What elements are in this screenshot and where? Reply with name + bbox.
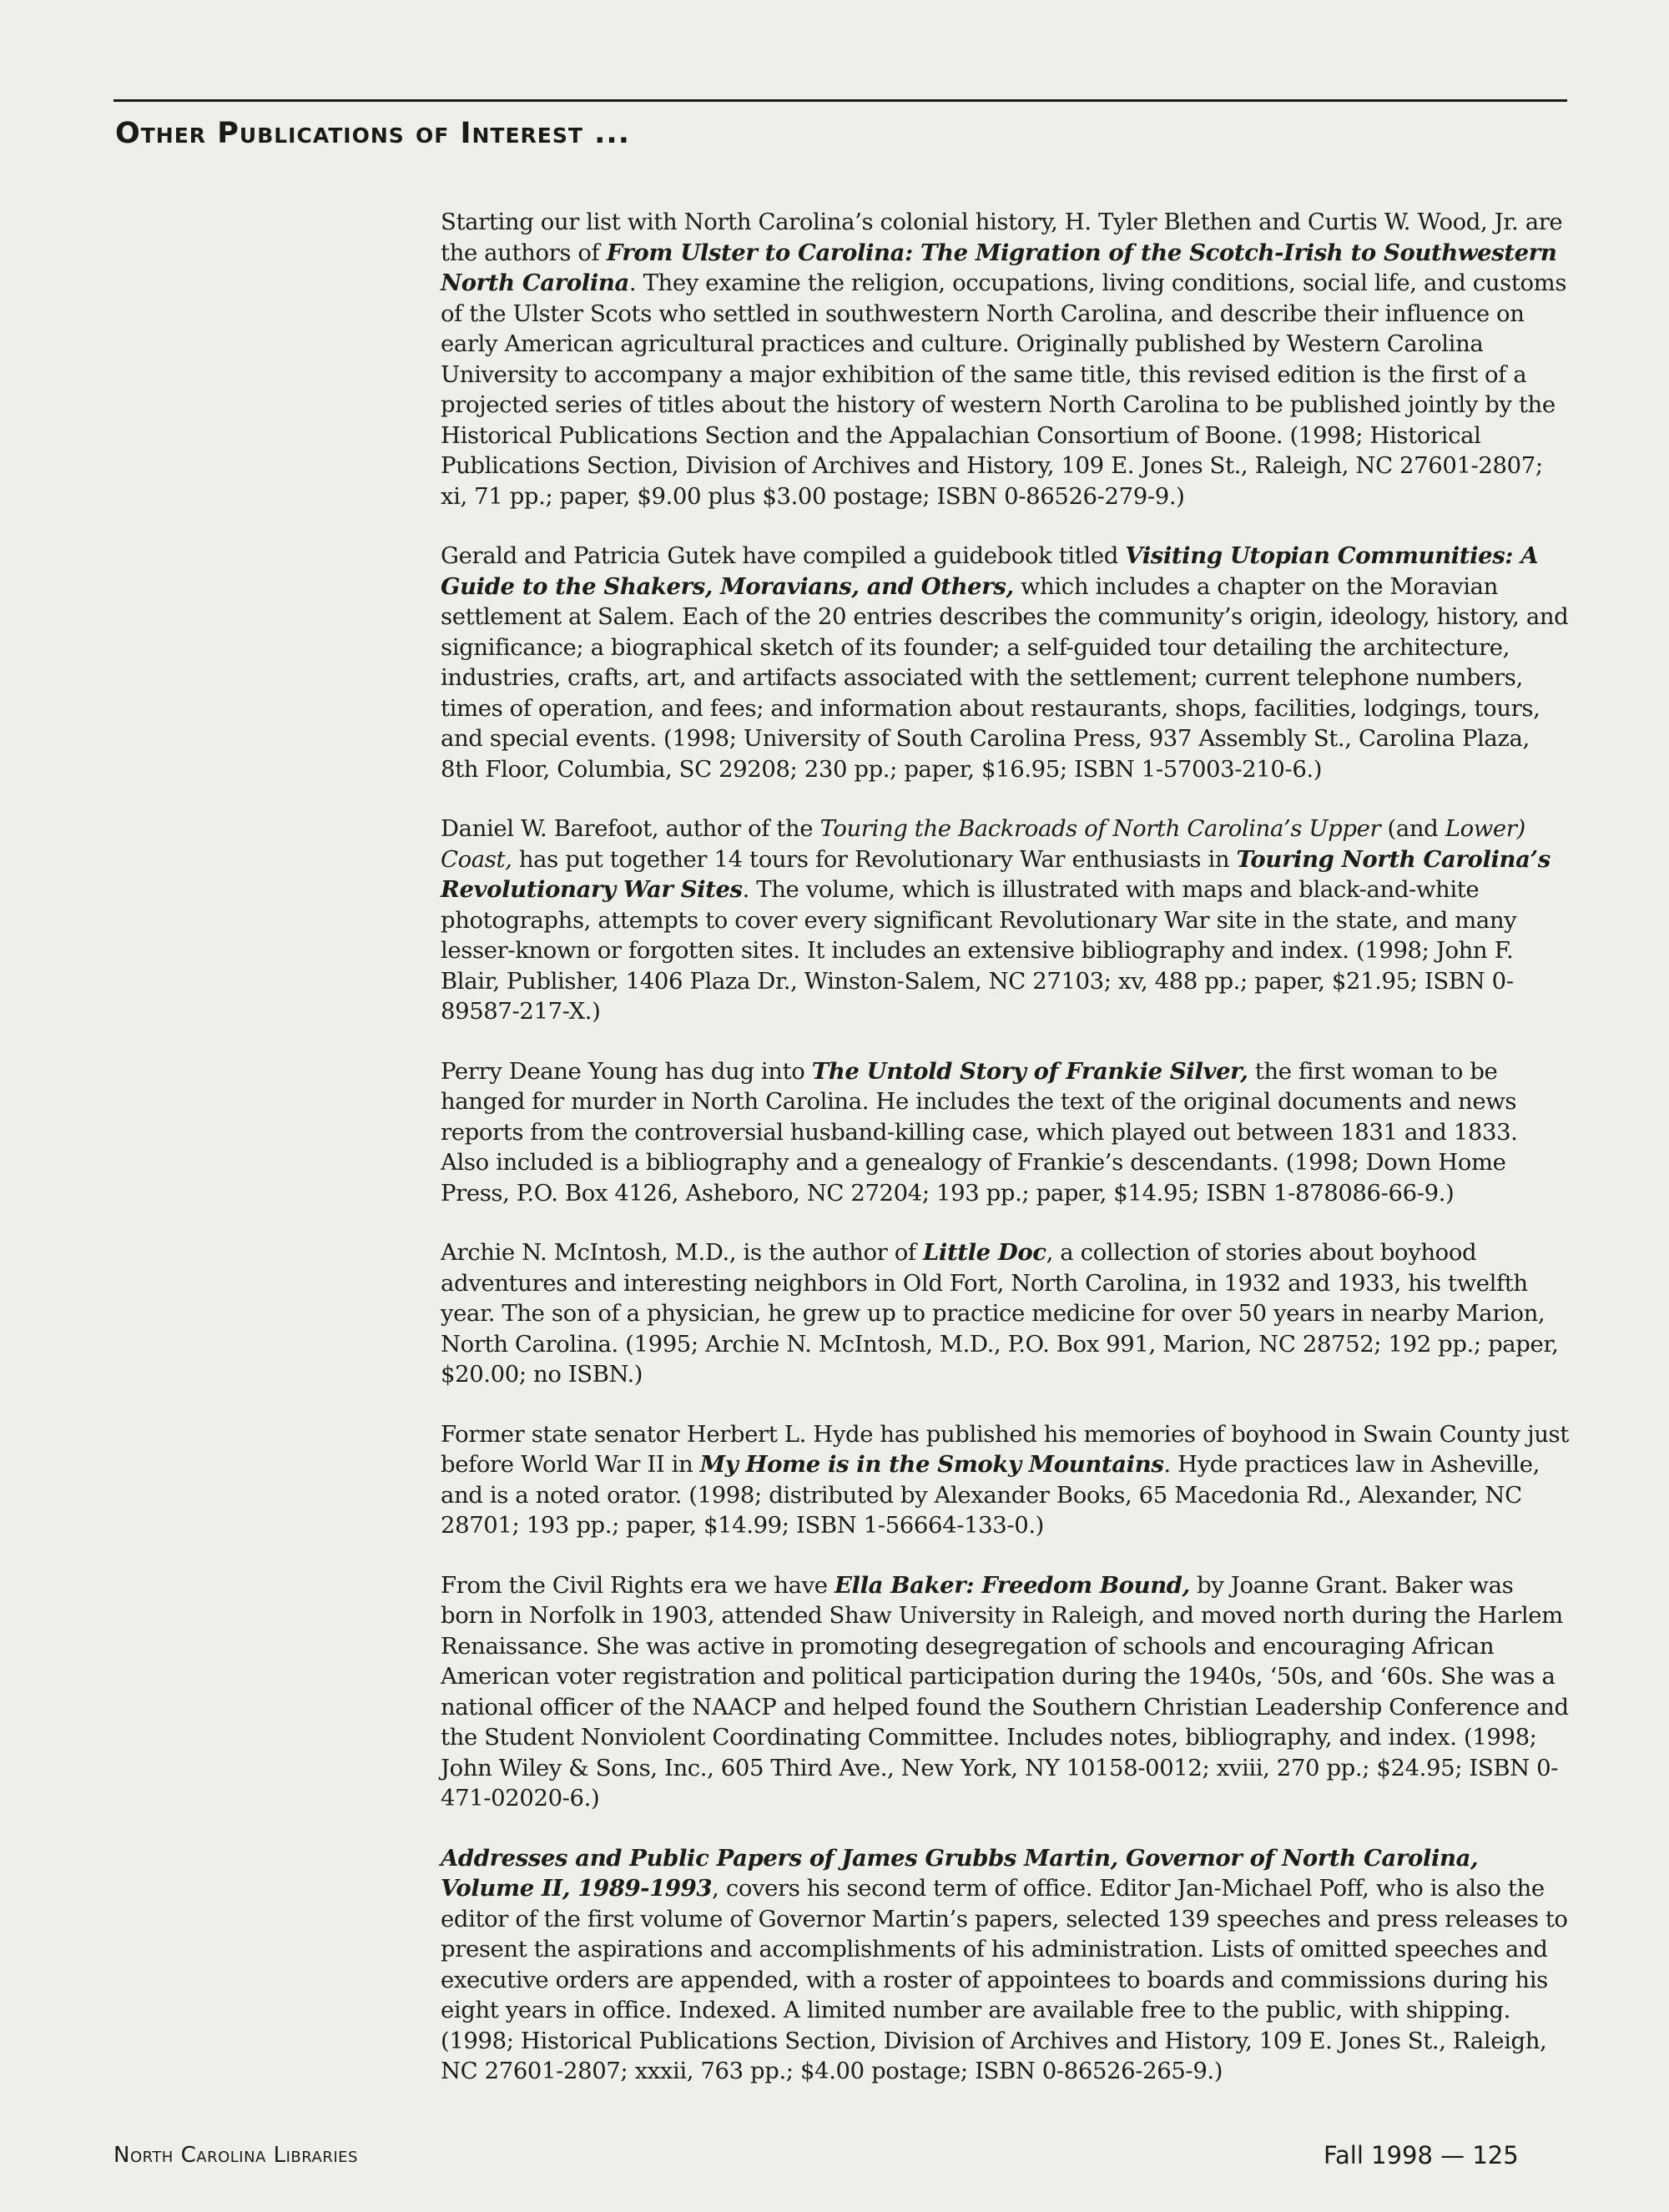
entry-frankie-silver: Perry Deane Young has dug into The Untold Story of Frankie Silver, the first woman to be hanged for murder in North Carolina. He includes the text of the original documents and news reports from the controversial husband-killing case, which played out between 1831 and 1833. Also included is a bibliography and a genealogy of Frankie’s descendants. (1998; Down Home Press, P.O. Box 4126, Asheboro, NC 27204; 193 pp.; paper, $14.95; ISBN 1-878086-66-9.) xyxy=(441,1057,1518,1207)
entry-smoky-mountains: Former state senator Herbert L. Hyde has published his memories of boyhood in Swain County just before World War II in My Home is in the Smoky Mountains. Hyde practices law in Asheville, and is a noted orator. (1998; distributed by Alexander Books, 65 Macedonia Rd., Alexander, NC 28701; 193 pp.; paper, $14.99; ISBN 1-56664-133-0.) xyxy=(441,1420,1569,1539)
entry-visiting-utopian-communities: Gerald and Patricia Gutek have compiled a guidebook titled Visiting Utopian Communities: A Guide to the Shakers, Moravians, and Others, which includes a chapter on the Moravian settlement at Salem. Each of the 20 entries describes the community’s origin, ideology, history, and significance; a biographical sketch of its founder; a self-guided tour detailing the architecture, industries, crafts, art, and artifacts associated with the settlement; current telephone numbers, times of operation, and fees; and information about restaurants, shops, facilities, lodgings, tours, and special events. (1998; University of South Carolina Press, 937 Assembly St., Carolina Plaza, 8th Floor, Columbia, SC 29208; 230 pp.; paper, $16.95; ISBN 1-57003-210-6.) xyxy=(441,542,1569,783)
book-title: The Untold Story of Frankie Silver, xyxy=(811,1057,1248,1085)
heading-rule xyxy=(113,99,1567,102)
entry-little-doc: Archie N. McIntosh, M.D., is the author of Little Doc, a collection of stories about boyhood adventures and interesting neighbors in Old Fort, North Carolina, in 1932 and 1933, his twelfth year. The son of a physician, he grew up to practice medicine for over 50 years in nearby Marion, North Carolina. (1995; Archie N. McIntosh, M.D., P.O. Box 991, Marion, NC 28752; 192 pp.; paper, $20.00; no ISBN.) xyxy=(441,1239,1559,1388)
referenced-title: Lower) Coast, xyxy=(441,815,1525,873)
book-title: My Home is in the Smoky Mountains xyxy=(699,1451,1164,1478)
footer-issue-page: Fall 1998 — 125 xyxy=(1324,2141,1519,2169)
entry-ella-baker: From the Civil Rights era we have Ella Baker: Freedom Bound, by Joanne Grant. Baker was born in Norfolk in 1903, attended Shaw University in Raleigh, and moved north during the Harlem Renaissance. She was active in promoting desegregation of schools and encouraging African American voter registration and political participation during the 1940s, ‘50s, and ‘60s. She was a national officer of the NAACP and helped found the Southern Christian Leadership Conference and the Student Nonviolent Coordinating Committee. Includes notes, bibliography, and index. (1998; John Wiley & Sons, Inc., 605 Third Ave., New York, NY 10158-0012; xviii, 270 pp.; $24.95; ISBN 0-471-02020-6.) xyxy=(441,1571,1569,1811)
referenced-title: Touring the Backroads of North Carolina’s Upper xyxy=(819,815,1381,842)
book-title: Visiting Utopian Communities: A Guide to the Shakers, Moravians, and Others, xyxy=(441,542,1539,600)
entry-from-ulster-to-carolina: Starting our list with North Carolina’s colonial history, H. Tyler Blethen and Curtis W. Wood, Jr. are the authors of From Ulster to Carolina: The Migration of the Scotch-Irish to Southwestern North Carolina. They examine the religion, occupations, living conditions, social life, and customs of the Ulster Scots who settled in southwestern North Carolina, and describe their influence on early American agricultural practices and culture. Originally published by Western Carolina University to accompany a major exhibition of the same title, this revised edition is the first of a projected series of titles about the history of western North Carolina to be published jointly by the Historical Publications Section and the Appalachian Consortium of Boone. (1998; Historical Publications Section, Division of Archives and History, 109 E. Jones St., Raleigh, NC 27601-2807; xi, 71 pp.; paper, $9.00 plus $3.00 postage; ISBN 0-86526-279-9.) xyxy=(441,209,1567,510)
entry-touring-revolutionary-war-sites: Daniel W. Barefoot, author of the Touring the Backroads of North Carolina’s Upper (and Lower) Coast, has put together 14 tours for Revolutionary War enthusiasts in Touring North Carolina’s Revolutionary War Sites. The volume, which is illustrated with maps and black-and-white photographs, attempts to cover every significant Revolutionary War site in the state, and many lesser-known or forgotten sites. It includes an extensive bibliography and index. (1998; John F. Blair, Publisher, 1406 Plaza Dr., Winston-Salem, NC 27103; xv, 488 pp.; paper, $21.95; ISBN 0-89587-217-X.) xyxy=(441,815,1551,1025)
footer-journal-name: North Carolina Libraries xyxy=(113,2143,358,2168)
book-title: Addresses and Public Papers of James Grubbs Martin, Governor of North Carolina, Volume II, 1989-1993 xyxy=(441,1844,1479,1902)
book-title: Ella Baker: Freedom Bound, xyxy=(834,1571,1190,1599)
entry-martin-papers: Addresses and Public Papers of James Grubbs Martin, Governor of North Carolina, Volume II, 1989-1993, covers his second term of office. Editor Jan-Michael Poff, who is also the editor of the first volume of Governor Martin’s papers, selected 139 speeches and press releases to present the aspirations and accomplishments of his administration. Lists of omitted speeches and executive orders are appended, with a roster of appointees to boards and commissions during his eight years in office. Indexed. A limited number are available free to the public, with shipping. (1998; Historical Publications Section, Division of Archives and History, 109 E. Jones St., Raleigh, NC 27601-2807; xxxii, 763 pp.; $4.00 postage; ISBN 0-86526-265-9.) xyxy=(441,1844,1568,2084)
publication-list xyxy=(441,207,1572,2116)
book-title: Little Doc xyxy=(922,1239,1046,1266)
book-title: From Ulster to Carolina: The Migration of the Scotch-Irish to Southwestern North Carolina xyxy=(441,239,1557,296)
section-heading: Other Publications of Interest ... xyxy=(115,117,631,150)
book-title: Touring North Carolina’s Revolutionary War Sites xyxy=(441,845,1551,903)
